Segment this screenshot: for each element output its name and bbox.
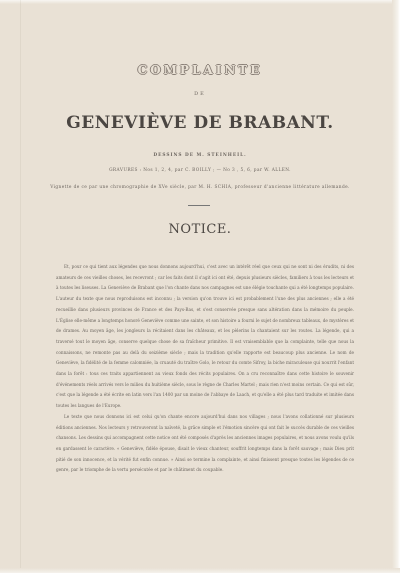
paper-edge-right [392,0,400,573]
main-title: GENEVIÈVE DE BRABANT. [66,113,334,133]
notice-heading: NOTICE. [168,222,232,237]
notice-paragraph-1: Et, pour ce qui tient aux légendes que nous donnons aujourd'hui, c'est avec un intérêt réel que ceux qui ne sont ni des érudits, ni des amateurs de ces vieilles choses, les recevront ; car les faits dont il s'agit ici ont été, depuis plusieurs siècles, familiers à tous les lecteurs et à toutes les liseuses. La Geneviève de Brabant que l'on chante dans nos campagnes est une élégie touchante qui a été longtemps populaire. L'auteur du texte que nous reproduisons est inconnu ; la version qu'on trouve ici est probablement l'une des plus anciennes ; elle a été recueillie dans plusieurs provinces de France et des Pays-Bas, et s'est conservée presque sans altération dans la mémoire du peuple. L'Église elle-même a longtemps honoré Geneviève comme une sainte, et son histoire a fourni le sujet de nombreux tableaux, de mystères et de drames. Au moyen âge, les jongleurs la récitaient dans les châteaux, et les pèlerins la chantaient sur les routes. La légende, qui a traversé tout le moyen âge, conserve quelque chose de sa fraîcheur primitive. Il est vraisemblable que la complainte, telle que nous la connaissons, ne remonte pas au delà du seizième siècle ; mais la tradition qu'elle rapporte est beaucoup plus ancienne. Le nom de Geneviève, la fidélité de la femme calomniée, la cruauté du traître Golo, le retour du comte Sifroy, la biche miraculeuse qui nourrit l'enfant dans la forêt : tous ces traits appartiennent au vieux fonds des récits populaires. On a cru reconnaître dans cette histoire le souvenir d'événements réels arrivés vers le milieu du huitième siècle, sous le règne de Charles Martel ; mais rien n'est moins certain. Ce qui est sûr, c'est que la légende a été écrite en latin vers l'an 1400 par un moine de l'abbaye de Laach, et qu'elle a été plus tard traduite et imitée dans toutes les langues de l'Europe. [56,264,354,409]
notice-paragraph-2: Le texte que nous donnons ici est celui qu'on chante encore aujourd'hui dans nos villages ; nous l'avons collationné sur plusieurs éditions anciennes. Nos lecteurs y retrouveront la naïveté, la grâce simple et l'émotion sincère qui ont fait le succès durable de ces vieilles chansons. Les dessins qui accompagnent cette notice ont été composés d'après les anciennes images populaires, et nous avons voulu qu'ils en gardassent le caractère. « Geneviève, fidèle épouse, disait le vieux chanteur, souffrit longtemps dans la forêt sauvage ; mais Dieu prit pitié de son innocence, et la vérité fut enfin connue. » Ainsi se termine la complainte, et ainsi finissent presque toutes les légendes de ce genre, par le triomphe de la vertu persécutée et par le châtiment du coupable. [56,413,354,473]
paper-edge-top [0,0,400,4]
title-connector: DE [194,91,206,97]
outline-title: COMPLAINTE [137,63,263,77]
paper-edge-bottom [0,568,400,573]
credit-line-engravings: GRAVURES : Nos 1, 2, 4, par C. BOILLY ; — No 3 , 5, 6, par W. ALLEN. [109,168,291,173]
section-divider [188,205,210,206]
notice-body [56,262,354,476]
credit-line-vignette: Vignette de ce par une chromographie de XVe siècle, par M. H. SCHIA, professeur d'ancienne littérature allemande. [50,185,350,190]
credit-line-illustrations: DESSINS DE M. STEINHEIL. [153,153,247,158]
paper-fold [20,0,21,573]
